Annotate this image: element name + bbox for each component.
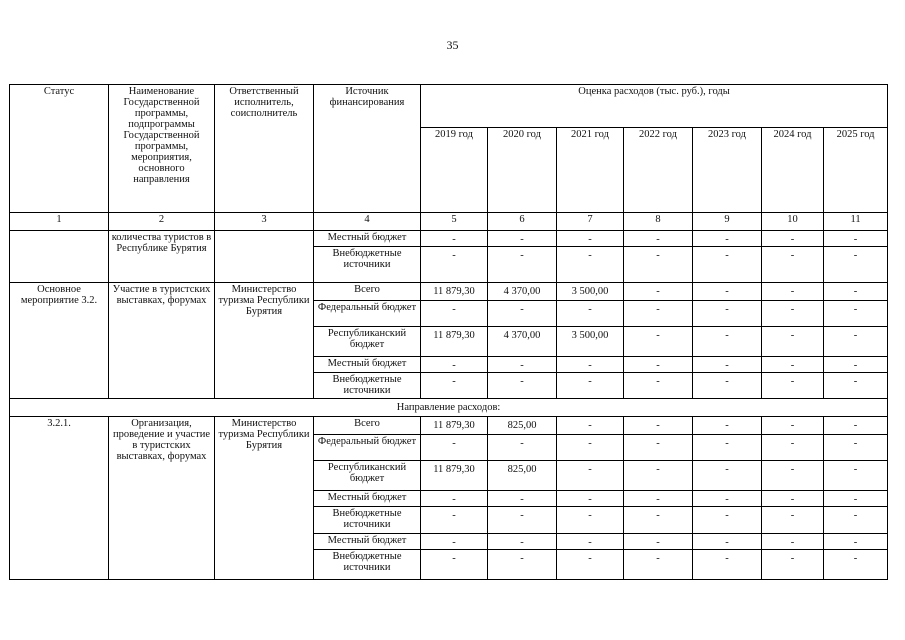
value-cell: 825,00 [488, 461, 557, 491]
value-cell: - [624, 301, 693, 327]
status-cell [10, 231, 109, 283]
source-cell: Республиканский бюджет [314, 327, 421, 357]
value-cell: - [421, 231, 488, 247]
source-cell: Федеральный бюджет [314, 435, 421, 461]
value-cell: 4 370,00 [488, 283, 557, 301]
value-cell: - [824, 301, 888, 327]
table-body [10, 85, 888, 580]
value-cell: - [557, 461, 624, 491]
value-cell: - [488, 507, 557, 534]
budget-table [9, 84, 888, 580]
value-cell: - [824, 461, 888, 491]
value-cell: - [624, 357, 693, 373]
value-cell: - [624, 231, 693, 247]
column-number: 3 [215, 213, 314, 231]
value-cell: 4 370,00 [488, 327, 557, 357]
value-cell: - [557, 507, 624, 534]
column-number: 11 [824, 213, 888, 231]
column-number: 7 [557, 213, 624, 231]
value-cell: - [624, 491, 693, 507]
value-cell: - [693, 507, 762, 534]
value-cell: - [762, 231, 824, 247]
direction-heading: Направление расходов: [10, 399, 888, 417]
column-number: 5 [421, 213, 488, 231]
header-executor: Ответственный исполнитель, соисполнитель [215, 85, 314, 213]
value-cell: - [762, 550, 824, 580]
value-cell: - [624, 534, 693, 550]
value-cell: - [762, 247, 824, 283]
column-numbers-row [10, 213, 888, 231]
value-cell: - [693, 550, 762, 580]
value-cell: - [624, 283, 693, 301]
header-source: Источник финансирования [314, 85, 421, 213]
value-cell: 11 879,30 [421, 283, 488, 301]
table-row [10, 283, 888, 301]
value-cell: - [488, 231, 557, 247]
source-cell: Местный бюджет [314, 534, 421, 550]
value-cell: - [693, 435, 762, 461]
value-cell: - [624, 417, 693, 435]
value-cell: - [693, 373, 762, 399]
value-cell: - [693, 461, 762, 491]
value-cell: - [557, 435, 624, 461]
value-cell: - [557, 550, 624, 580]
value-cell: - [762, 435, 824, 461]
name-cell: Организация, проведение и участие в туристских выставках, форумах [109, 417, 215, 580]
value-cell: - [762, 461, 824, 491]
value-cell: - [624, 507, 693, 534]
source-cell: Местный бюджет [314, 491, 421, 507]
column-number: 10 [762, 213, 824, 231]
page-number: 35 [446, 38, 459, 52]
header-year: 2023 год [693, 128, 762, 213]
value-cell: - [557, 417, 624, 435]
value-cell: - [824, 357, 888, 373]
value-cell: - [762, 283, 824, 301]
value-cell: - [824, 507, 888, 534]
value-cell: - [421, 435, 488, 461]
header-costs: Оценка расходов (тыс. руб.), годы [421, 85, 888, 128]
value-cell: 11 879,30 [421, 327, 488, 357]
value-cell: - [824, 534, 888, 550]
column-number: 8 [624, 213, 693, 231]
value-cell: - [762, 327, 824, 357]
source-cell: Внебюджетные источники [314, 550, 421, 580]
value-cell: 3 500,00 [557, 283, 624, 301]
header-year: 2024 год [762, 128, 824, 213]
value-cell: - [557, 491, 624, 507]
name-cell: количества туристов в Республике Бурятия [109, 231, 215, 283]
value-cell: - [488, 491, 557, 507]
header-row [10, 85, 888, 128]
value-cell: - [421, 357, 488, 373]
column-number: 2 [109, 213, 215, 231]
column-number: 9 [693, 213, 762, 231]
table-row [10, 417, 888, 435]
value-cell: - [488, 435, 557, 461]
value-cell: - [557, 534, 624, 550]
direction-row [10, 399, 888, 417]
value-cell: - [421, 373, 488, 399]
executor-cell: Министерство туризма Республики Бурятия [215, 417, 314, 580]
value-cell: - [693, 231, 762, 247]
value-cell: - [624, 550, 693, 580]
value-cell: - [824, 231, 888, 247]
value-cell: - [824, 373, 888, 399]
value-cell: - [824, 435, 888, 461]
value-cell: - [624, 327, 693, 357]
value-cell: - [488, 247, 557, 283]
value-cell: - [693, 491, 762, 507]
executor-cell: Министерство туризма Республики Бурятия [215, 283, 314, 399]
source-cell: Внебюджетные источники [314, 247, 421, 283]
value-cell: - [624, 247, 693, 283]
value-cell: 825,00 [488, 417, 557, 435]
header-name: Наименование Государственной программы, подпрограммы Государственной программы, мероприятия, основного направления [109, 85, 215, 213]
value-cell: - [762, 301, 824, 327]
source-cell: Внебюджетные источники [314, 373, 421, 399]
value-cell: - [488, 373, 557, 399]
value-cell: - [762, 417, 824, 435]
header-year: 2025 год [824, 128, 888, 213]
value-cell: - [421, 247, 488, 283]
value-cell: - [557, 231, 624, 247]
column-number: 4 [314, 213, 421, 231]
value-cell: - [824, 550, 888, 580]
value-cell: - [421, 550, 488, 580]
value-cell: - [693, 301, 762, 327]
value-cell: - [488, 301, 557, 327]
status-cell: 3.2.1. [10, 417, 109, 580]
value-cell: - [624, 373, 693, 399]
value-cell: - [624, 435, 693, 461]
executor-cell [215, 231, 314, 283]
value-cell: - [693, 357, 762, 373]
value-cell: - [762, 534, 824, 550]
header-year: 2022 год [624, 128, 693, 213]
value-cell: 11 879,30 [421, 417, 488, 435]
value-cell: - [421, 534, 488, 550]
source-cell: Местный бюджет [314, 357, 421, 373]
table-row [10, 231, 888, 247]
value-cell: - [824, 327, 888, 357]
source-cell: Республиканский бюджет [314, 461, 421, 491]
value-cell: - [557, 373, 624, 399]
value-cell: - [693, 283, 762, 301]
value-cell: 11 879,30 [421, 461, 488, 491]
value-cell: - [421, 301, 488, 327]
value-cell: - [824, 283, 888, 301]
value-cell: - [762, 491, 824, 507]
name-cell: Участие в туристских выставках, форумах [109, 283, 215, 399]
value-cell: - [421, 507, 488, 534]
column-number: 6 [488, 213, 557, 231]
header-status: Статус [10, 85, 109, 213]
value-cell: - [693, 247, 762, 283]
header-year: 2021 год [557, 128, 624, 213]
value-cell: - [693, 327, 762, 357]
value-cell: - [557, 247, 624, 283]
source-cell: Федеральный бюджет [314, 301, 421, 327]
value-cell: - [693, 534, 762, 550]
value-cell: - [693, 417, 762, 435]
header-year: 2019 год [421, 128, 488, 213]
value-cell: - [624, 461, 693, 491]
source-cell: Всего [314, 283, 421, 301]
value-cell: - [557, 357, 624, 373]
source-cell: Всего [314, 417, 421, 435]
value-cell: 3 500,00 [557, 327, 624, 357]
value-cell: - [762, 507, 824, 534]
value-cell: - [824, 247, 888, 283]
value-cell: - [557, 301, 624, 327]
value-cell: - [488, 357, 557, 373]
header-year: 2020 год [488, 128, 557, 213]
value-cell: - [421, 491, 488, 507]
value-cell: - [488, 534, 557, 550]
column-number: 1 [10, 213, 109, 231]
source-cell: Внебюджетные источники [314, 507, 421, 534]
source-cell: Местный бюджет [314, 231, 421, 247]
value-cell: - [488, 550, 557, 580]
value-cell: - [762, 357, 824, 373]
status-cell: Основное мероприятие 3.2. [10, 283, 109, 399]
value-cell: - [762, 373, 824, 399]
value-cell: - [824, 491, 888, 507]
value-cell: - [824, 417, 888, 435]
